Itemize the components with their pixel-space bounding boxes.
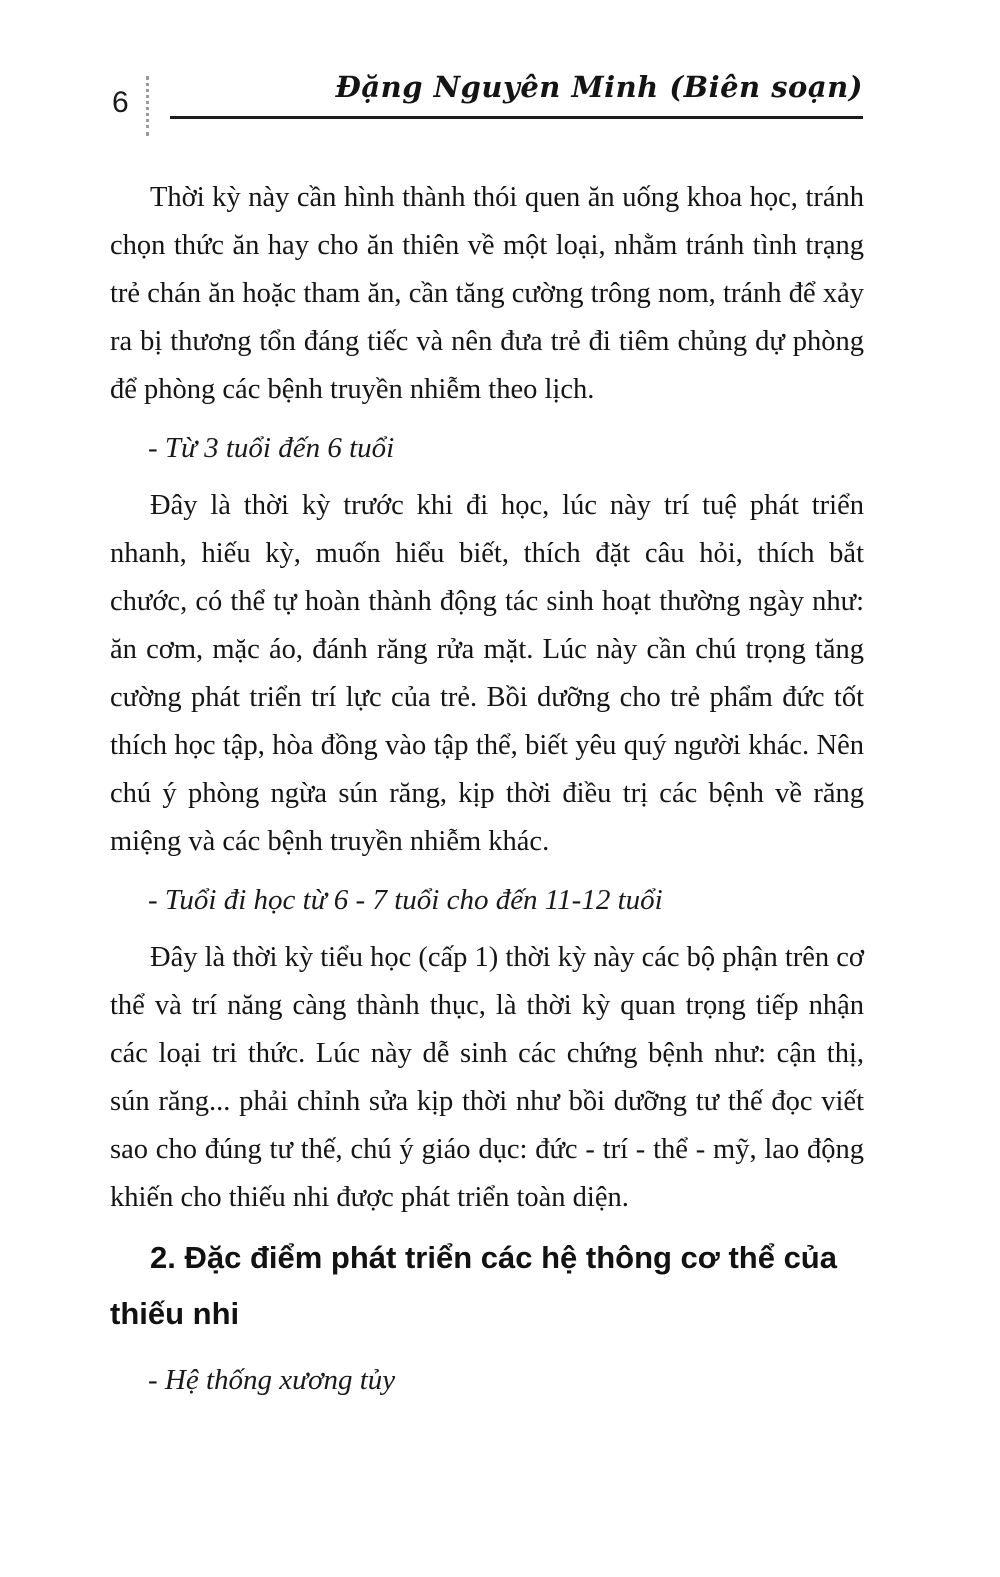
header-author: Đặng Nguyên Minh (Biên soạn) [335,70,863,104]
page-header [0,0,1000,122]
subheading-school-age: - Tuổi đi học từ 6 - 7 tuổi cho đến 11-12 tuổi [148,884,663,916]
header-rule [170,116,863,119]
header-dotted-divider [146,76,149,136]
subheading-age-3-6: - Từ 3 tuổi đến 6 tuổi [148,432,395,464]
paragraph-school-age: Đây là thời kỳ tiểu học (cấp 1) thời kỳ này các bộ phận trên cơ thể và trí năng càng thành thục, là thời kỳ quan trọng tiếp nhận các loại tri thức. Lúc này dễ sinh các chứng bệnh như: cận thị, sún răng... phải chỉnh sửa kịp thời như bồi dưỡng tư thế đọc viết sao cho đúng tư thế, chú ý giáo dục: đức - trí - thể - mỹ, lao động khiến cho thiếu nhi được phát triển toàn diện. [110,942,864,1213]
paragraph-age-0-3: Thời kỳ này cần hình thành thói quen ăn uống khoa học, tránh chọn thức ăn hay cho ăn thiên về một loại, nhằm tránh tình trạng trẻ chán ăn hoặc tham ăn, cần tăng cường trông nom, tránh để xảy ra bị thương tổn đáng tiếc và nên đưa trẻ đi tiêm chủng dự phòng để phòng các bệnh truyền nhiễm theo lịch. [110,182,864,405]
page-body [0,122,1000,1404]
section-heading: 2. Đặc điểm phát triển các hệ thông cơ thể của thiếu nhi [110,1240,837,1331]
page-number: 6 [112,86,129,119]
subheading-skeletal-system: - Hệ thống xương tủy [148,1364,396,1396]
paragraph-age-3-6: Đây là thời kỳ trước khi đi học, lúc này trí tuệ phát triển nhanh, hiếu kỳ, muốn hiểu biết, thích đặt câu hỏi, thích bắt chước, có thể tự hoàn thành động tác sinh hoạt thường ngày như: ăn cơm, mặc áo, đánh răng rửa mặt. Lúc này cần chú trọng tăng cường phát triển trí lực của trẻ. Bồi dưỡng cho trẻ phẩm đức tốt thích học tập, hòa đồng vào tập thể, biết yêu quý người khác. Nên chú ý phòng ngừa sún răng, kịp thời điều trị các bệnh về răng miệng và các bệnh truyền nhiễm khác. [110,490,864,857]
